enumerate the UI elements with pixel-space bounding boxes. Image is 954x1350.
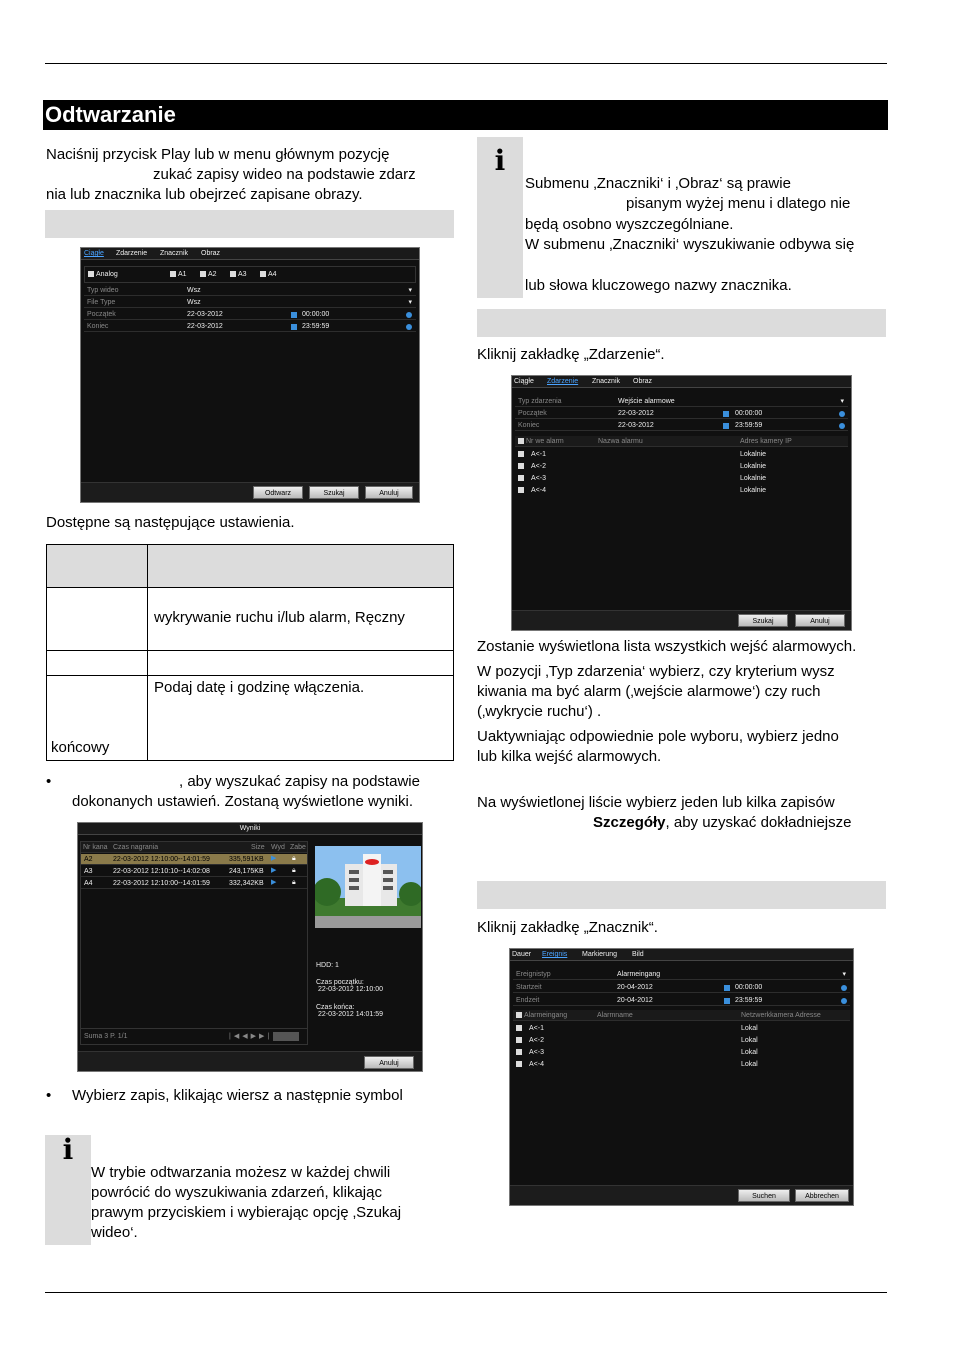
bullet2-text: Wybierz zapis, klikając wiersz a następnie symbol (72, 1087, 403, 1104)
lock-icon[interactable]: 🔒︎ (292, 879, 296, 886)
note-line-2: pisanym wyżej menu i dlatego nie (626, 195, 851, 212)
note-line-5: lub słowa kluczowego nazwy znacznika. (525, 277, 792, 294)
play-button[interactable]: Odtwarz (253, 486, 303, 499)
tab-event[interactable]: Zdarzenie (547, 378, 579, 385)
preview-image (315, 846, 421, 928)
table-cell: wykrywanie ruchu i/lub alarm, Ręczny (148, 588, 454, 651)
search-button[interactable]: Szukaj (738, 614, 788, 627)
tab-bar (81, 248, 419, 260)
tab-marker[interactable]: Znacznik (592, 378, 621, 385)
search-button[interactable]: Suchen (738, 1189, 790, 1202)
section-bar (477, 881, 886, 909)
end-time-value: 22-03-2012 14:01:59 (318, 1011, 383, 1018)
para-4-line-2: Szczegóły, aby uzyskać dokładniejsze (593, 814, 852, 831)
page-title: Odtwarzanie (43, 100, 888, 130)
dropdown-icon: ▾ (840, 398, 844, 405)
info-icon: i (62, 1133, 74, 1166)
screen-footer (78, 1051, 422, 1071)
clock-icon[interactable] (839, 423, 845, 429)
info-note-left (45, 1135, 445, 1245)
video-type-row[interactable]: Typ wideo Wsz ▾ (84, 285, 416, 296)
para-2-line-1: W pozycji ‚Typ zdarzenia‘ wybierz, czy kryterium wysz (477, 663, 835, 680)
table-cell: końcowy (47, 676, 148, 761)
hdd-label: HDD: 1 (316, 962, 339, 969)
table-row[interactable]: A2 22-03-2012 12:10:00--14:01:59 335,591KB ▶ 🔒︎ (81, 854, 307, 865)
dropdown-icon: ▾ (842, 971, 846, 978)
note-line-1: Submenu ‚Znaczniki‘ i ‚Obraz‘ są prawie (525, 175, 791, 192)
tab-event[interactable]: Zdarzenie (116, 250, 148, 257)
end-time-label: Czas końca: (316, 1004, 355, 1011)
para-1: Zostanie wyświetlona lista wszystkich wejść alarmowych. (477, 638, 857, 655)
table-row (47, 651, 454, 676)
tab-marker[interactable]: Znacznik (160, 250, 189, 257)
dropdown-icon: ▾ (408, 287, 412, 294)
cancel-button[interactable]: Anuluj (364, 1056, 414, 1069)
settings-intro: Dostępne są następujące ustawienia. (46, 514, 295, 531)
table-row[interactable]: A3 22-03-2012 12:10:10--14:02:08 243,175KB ▶ 🔒︎ (81, 866, 307, 877)
end-row[interactable]: Endzeit 20-04-2012 23:59:59 (513, 995, 850, 1006)
channel-a4[interactable]: A4 (260, 270, 277, 280)
event-click-text: Kliknij zakładkę „Zdarzenie“. (477, 346, 665, 363)
event-search-screen (511, 375, 852, 631)
para-2-line-3: (‚wykrycie ruchu‘) . (477, 703, 602, 720)
list-item[interactable]: A<-3 Lokalnie (515, 473, 848, 484)
play-icon[interactable]: ▶ (271, 867, 277, 874)
list-item[interactable]: A<-1 Lokal (513, 1023, 850, 1034)
list-item[interactable]: A<-2 Lokalnie (515, 461, 848, 472)
results-screen (77, 822, 423, 1072)
note-line-4: wideo‘. (91, 1224, 138, 1241)
lock-icon[interactable]: 🔒︎ (292, 867, 296, 874)
bullet1-line-1: , aby wyszukać zapisy na podstawie (179, 773, 420, 790)
play-icon[interactable]: ▶ (271, 879, 277, 886)
note-line-3: będą osobno wyszczególniane. (525, 216, 734, 233)
list-item[interactable]: A<-4 Lokal (513, 1059, 850, 1070)
building-photo-icon (315, 846, 421, 928)
pager-arrows-icon[interactable]: |◀◀▶▶| (229, 1033, 273, 1040)
tab-image[interactable]: Obraz (201, 250, 221, 257)
para-2-line-2: kiwania ma być alarm (‚wejście alarmowe‘) czy ruch (477, 683, 821, 700)
clock-icon[interactable] (841, 998, 847, 1004)
alarm-list-header: Alarmeingang Alarmname Netzwerkkamera Adresse (513, 1010, 850, 1021)
cancel-button[interactable]: Abbrechen (795, 1189, 849, 1202)
calendar-icon[interactable] (723, 411, 729, 417)
tab-duration[interactable]: Dauer (512, 951, 532, 958)
section-bar (45, 210, 454, 238)
list-item[interactable]: A<-4 Lokalnie (515, 485, 848, 496)
page-input[interactable] (273, 1032, 299, 1041)
tab-image[interactable]: Obraz (633, 378, 653, 385)
screen-footer (81, 482, 419, 502)
top-rule (45, 63, 887, 64)
file-type-row[interactable]: File Type Wsz ▾ (84, 297, 416, 308)
para-3-line-2: lub kilka wejść alarmowych. (477, 748, 662, 765)
tab-continuous[interactable]: Ciągłe (514, 378, 534, 385)
table-row (47, 676, 454, 761)
section-bar (477, 309, 886, 337)
tab-image[interactable]: Bild (632, 951, 644, 958)
results-table (80, 841, 308, 1045)
lock-icon[interactable]: 🔒︎ (292, 855, 296, 862)
pager-text: Suma 3 P. 1/1 (84, 1033, 128, 1040)
pager-bar (81, 1028, 307, 1044)
event-type-row[interactable]: Ereignistyp Alarmeingang ▾ (513, 969, 850, 980)
event-type-row[interactable]: Typ zdarzenia Wejście alarmowe ▾ (515, 396, 848, 407)
tab-continuous[interactable]: Ciągłe (84, 250, 104, 257)
list-item[interactable]: A<-2 Lokal (513, 1035, 850, 1046)
note-line-2: powrócić do wyszukiwania zdarzeń, klikając (91, 1184, 382, 1201)
note-line-3: prawym przyciskiem i wybierając opcję ‚Szukaj (91, 1204, 402, 1221)
results-titlebar (78, 823, 422, 835)
calendar-icon[interactable] (291, 324, 297, 330)
end-row[interactable]: Koniec 22-03-2012 23:59:59 (515, 420, 848, 431)
list-item[interactable]: A<-1 Lokalnie (515, 449, 848, 460)
continuous-search-screen (80, 247, 420, 503)
start-row[interactable]: Startzeit 20-04-2012 00:00:00 (513, 982, 850, 993)
screen-footer (512, 610, 851, 630)
analog-checkbox[interactable]: Analog (88, 270, 118, 280)
channel-row (84, 266, 416, 283)
tab-marker[interactable]: Markierung (582, 951, 618, 958)
note-line-4: W submenu ‚Znaczniki‘ wyszukiwanie odbywa się (525, 236, 855, 253)
tab-event[interactable]: Ereignis (542, 951, 568, 958)
table-row[interactable]: A4 22-03-2012 12:10:00--14:01:59 332,342KB ▶ 🔒︎ (81, 878, 307, 889)
note-line-1: W trybie odtwarzania możesz w każdej chwili (91, 1164, 391, 1181)
start-row[interactable]: Początek 22-03-2012 00:00:00 (84, 309, 416, 320)
table-row (47, 588, 454, 651)
alarm-list-header: Nr we alarm Nazwa alarmu Adres kamery IP (515, 436, 848, 447)
intro-line-1: Naciśnij przycisk Play lub w menu głównym pozycję (46, 146, 390, 163)
clock-icon[interactable] (839, 411, 845, 417)
table-cell: Podaj datę i godzinę włączenia. (148, 676, 454, 761)
bullet-dot: • (46, 773, 52, 790)
para-4-line-1: Na wyświetlonej liście wybierz jeden lub kilka zapisów (477, 794, 835, 811)
start-row[interactable]: Początek 22-03-2012 00:00:00 (515, 408, 848, 419)
list-item[interactable]: A<-3 Lokal (513, 1047, 850, 1058)
dropdown-icon: ▾ (408, 299, 412, 306)
screen-footer (510, 1185, 853, 1205)
search-button[interactable]: Szukaj (309, 486, 359, 499)
cancel-button[interactable]: Anuluj (795, 614, 845, 627)
play-icon[interactable]: ▶ (271, 855, 277, 862)
table-header-row (47, 545, 454, 588)
start-time-value: 22-03-2012 12:10:00 (318, 986, 383, 993)
clock-icon[interactable] (406, 324, 412, 330)
results-header: Nr kana Czas nagrania Size Wyd Zabe (83, 844, 306, 851)
bullet-dot: • (46, 1087, 52, 1104)
intro-line-2: zukać zapisy wideo na podstawie zdarz (153, 166, 416, 183)
bottom-rule (45, 1292, 887, 1293)
bullet1-line-2: dokonanych ustawień. Zostaną wyświetlone wyniki. (72, 793, 414, 810)
marker-search-screen (509, 948, 854, 1206)
calendar-icon[interactable] (723, 423, 729, 429)
intro-line-3: nia lub znacznika lub obejrzeć zapisane obrazy. (46, 186, 363, 203)
tab-bar (510, 949, 853, 961)
para-3-line-1: Uaktywniając odpowiednie pole wyboru, wybierz jedno (477, 728, 839, 745)
channel-a1[interactable]: A1 (170, 270, 187, 280)
end-row[interactable]: Koniec 22-03-2012 23:59:59 (84, 321, 416, 332)
clock-icon[interactable] (841, 985, 847, 991)
results-title: Wyniki (239, 825, 261, 832)
start-time-label: Czas początku: (316, 979, 364, 986)
settings-table (46, 544, 454, 761)
info-note-right (477, 137, 887, 298)
channel-a3[interactable]: A3 (230, 270, 247, 280)
cancel-button[interactable]: Anuluj (365, 486, 413, 499)
info-icon: i (494, 144, 506, 177)
calendar-icon[interactable] (724, 998, 730, 1004)
clock-icon[interactable] (406, 312, 412, 318)
calendar-icon[interactable] (724, 985, 730, 991)
tab-bar (512, 376, 851, 388)
marker-click-text: Kliknij zakładkę „Znacznik“. (477, 919, 658, 936)
channel-a2[interactable]: A2 (200, 270, 217, 280)
calendar-icon[interactable] (291, 312, 297, 318)
